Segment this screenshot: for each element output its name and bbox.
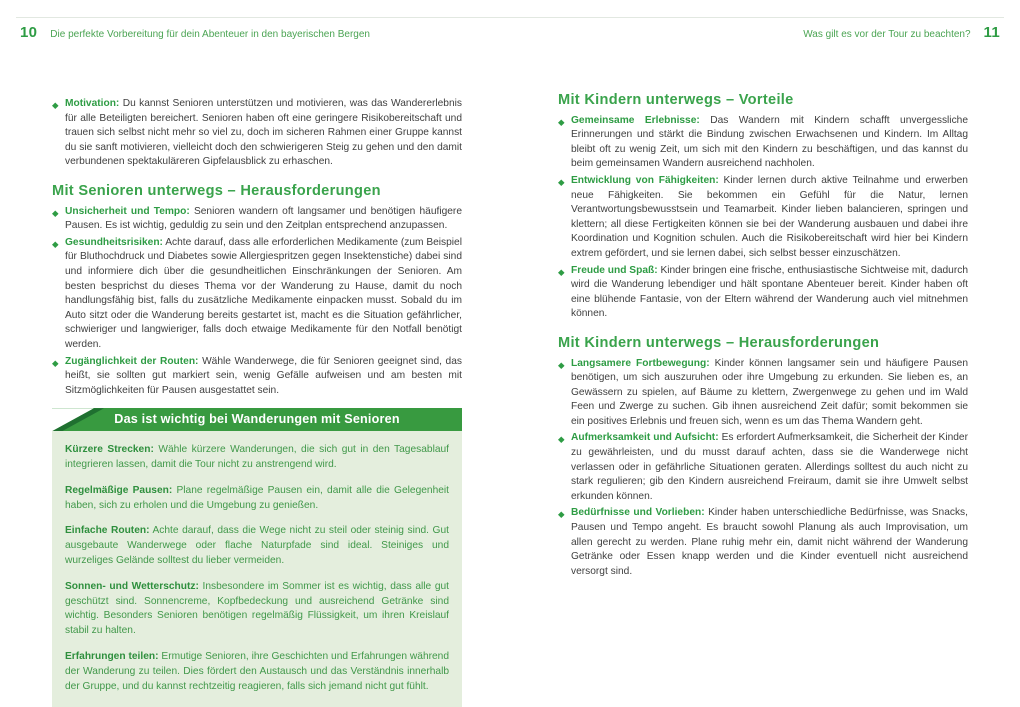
info-box-item-einfache-routen xyxy=(65,524,449,568)
diamond-bullet-icon: ◆ xyxy=(558,509,565,520)
running-title-right: Was gilt es vor der Tour zu beachten? xyxy=(803,29,971,40)
bullet-item-aufmerksamkeit-aufsicht xyxy=(558,431,968,504)
section-heading-kinder-vorteile: Mit Kindern unterwegs – Vorteile xyxy=(558,92,794,108)
diamond-bullet-icon: ◆ xyxy=(558,266,565,277)
running-header-right xyxy=(803,24,1000,41)
bullet-item-unsicherheit-tempo xyxy=(52,205,462,234)
info-box-body xyxy=(52,431,462,707)
bullet-label: Unsicherheit und Tempo: xyxy=(65,205,190,217)
top-rule xyxy=(16,17,1004,18)
diamond-bullet-icon: ◆ xyxy=(52,357,59,368)
info-box-item-label: Kürzere Strecken: xyxy=(65,444,154,456)
bullet-text: Achte darauf, dass alle erforderlichen Medikamente (zum Beispiel für Bluthochdruck und Diabetes sowie Allergiespritzen gegen Insektenstiche) dabei sind und informiere dich über die gesundheitlichen Einschränkungen der Senioren. Am besten besprichst du dieses Thema vor der Wanderung zu Hause, damit du noch handlungsfähig bist, falls du zusätzliche Medikamente einpacken musst. Sobald du im Auto sitzt oder die Wanderung bereits gestartet ist, macht es die Situation gefährlicher, schwieriger und langwieriger, falls doch etwaige Medikamente für den Notfall benötigt werden. xyxy=(65,236,462,350)
bullet-item-langsamere-fortbewegung xyxy=(558,357,968,430)
bullet-text: Kinder bringen eine frische, enthusiastische Sichtweise mit, dadurch wird die Wanderung lebendiger und hält spontane Abenteuer bereit. Kinder haben oft eine blühende Fantasie, von der Eltern während der Wanderung auch viel mitnehmen können. xyxy=(571,264,968,320)
running-header-left xyxy=(20,24,370,41)
diamond-bullet-icon: ◆ xyxy=(558,359,565,370)
info-box-title: Das ist wichtig bei Wanderungen mit Senioren xyxy=(114,412,400,427)
page-number-left: 10 xyxy=(20,24,38,41)
bullet-item-freude-spass xyxy=(558,264,968,322)
diamond-bullet-icon: ◆ xyxy=(558,116,565,127)
bullet-text: Kinder haben unterschiedliche Bedürfnisse, was Snacks, Pausen und Tempo angeht. Es braucht sowohl Planung als auch Improvisation, um allen gerecht zu werden. Plane ruhig mehr ein, damit nicht während der Wanderung Getränke oder Essen knapp werden und die Kinder eventuell nicht ausreichend versorgt sind. xyxy=(571,507,968,577)
bullet-item-motivation xyxy=(52,97,462,170)
bullet-text: Kinder können langsamer sein und häufigere Pausen benötigen, um sich auszuruhen oder ihre Umgebung zu erkunden. Sie lieben es, an Gewässern zu spielen, auf Bäume zu klettern, Zwergenwege zu gehen und im Wald Feen und Zwerge zu suchen. Gib ihnen ausreichend Zeit dafür; somit bekommen sie ein positives Erlebnis und freuen sich, wenn es um das Thema Wandern geht. xyxy=(571,357,968,427)
bullet-item-zugaenglichkeit-routen xyxy=(52,355,462,399)
info-box-item-kuerzere-strecken xyxy=(65,443,449,473)
running-title-left: Die perfekte Vorbereitung für dein Abenteuer in den bayerischen Bergen xyxy=(50,29,370,40)
bullet-text: Wähle Wanderwege, die für Senioren geeignet sind, das heißt, sie sollten gut markiert sein, wenig Gefälle aufweisen und am besten mit Sitzmöglichkeiten für Pausen ausgestattet sein. xyxy=(65,355,462,396)
bullet-text: Kinder lernen durch aktive Teilnahme und erwerben neue Fähigkeiten. Sie bekommen ein Gefühl für die Natur, lernen Verantwortungsbewusstsein und Teamarbeit. Kinder lieben balancieren, springen und klettern; all diese Fertigkeiten können sie bei der Wanderung ausbauen und dabei ihre Koordination und Kognition schulen. Auch die Risikobereitschaft wird hier bei Kindern extrem gefördert, und sie lernen dabei, sich selbst besser einzuschätzen. xyxy=(571,174,968,259)
bullet-label: Freude und Spaß: xyxy=(571,264,658,276)
bullet-label: Gemeinsame Erlebnisse: xyxy=(571,114,700,126)
bullet-item-gemeinsame-erlebnisse xyxy=(558,114,968,172)
page-left-content xyxy=(52,97,462,707)
info-box-item-text: Wähle kürzere Wanderungen, die sich gut in den Tagesablauf integrieren lassen, damit die Tour nicht zu anstrengend wird. xyxy=(65,444,449,471)
bullet-text: Das Wandern mit Kindern schafft unvergessliche Erinnerungen und stärkt die Bindung zwischen Erwachsenen und Kindern. Im Alltag bleibt oft zu wenig Zeit, um sich mit den Kindern zu beschäftigen, und das kannst du beim gemeinsamen Wandern ausreichend nachholen. xyxy=(571,114,968,170)
bullet-text: Es erfordert Aufmerksamkeit, die Sicherheit der Kinder zu gewährleisten, und du musst darauf achten, dass sie die Wanderwege nicht verlassen oder in gefährliche Situationen geraten. Allerdings solltest du auch nicht zu stark regulieren; gib den Kindern ausreichend Freiraum, damit sie ihre Umwelt selbst erkunden können. xyxy=(571,432,968,502)
bullet-text: Senioren wandern oft langsamer und benötigen häufigere Pausen. Es ist wichtig, geduldig zu sein und den Zeitplan entsprechend anzupassen. xyxy=(65,205,462,232)
bullet-label: Langsamere Fortbewegung: xyxy=(571,357,710,369)
info-box-item-label: Regelmäßige Pausen: xyxy=(65,484,173,496)
info-box-item-text: Ermutige Senioren, ihre Geschichten und Erfahrungen während der Wanderung zu teilen. Dies fördert den Austausch und das Verständnis innerhalb der Gruppe, und du kannst rechtzeitig reagieren, falls sich jemand nicht gut fühlt. xyxy=(65,651,449,692)
section-heading-senioren-herausforderungen: Mit Senioren unterwegs – Herausforderungen xyxy=(52,182,381,199)
diamond-bullet-icon: ◆ xyxy=(52,100,59,110)
bullet-label: Zugänglichkeit der Routen: xyxy=(65,355,199,367)
bullet-label: Bedürfnisse und Vorlieben: xyxy=(571,507,705,519)
section-heading-kinder-herausforderungen: Mit Kindern unterwegs – Herausforderungen xyxy=(558,334,880,351)
info-box-item-erfahrungen-teilen xyxy=(65,650,449,694)
page-number-right: 11 xyxy=(983,24,1000,41)
bullet-item-beduerfnisse-vorlieben xyxy=(558,506,968,579)
senioren-info-box xyxy=(52,408,462,707)
info-box-item-text: Achte darauf, dass die Wege nicht zu steil oder steinig sind. Gut ausgebaute Wanderwege oder flache Naturpfade sind ideal. Steiniges und wurzeliges Gelände solltest du lieber vermeiden. xyxy=(65,525,449,567)
info-box-item-text: Plane regelmäßige Pausen ein, damit alle die Gelegenheit haben, sich zu erholen und die Umgebung zu genießen. xyxy=(65,484,449,511)
info-box-item-text: Insbesondere im Sommer ist es wichtig, dass alle gut geschützt sind. Sonnencreme, Kopfbedeckung und ausreichend Getränke sind wichtig. Besonders Senioren benötigen regelmäßig Flüssigkeit, um ihren Kreislauf stabil zu halten. xyxy=(65,580,449,637)
bullet-label: Gesundheitsrisiken: xyxy=(65,236,163,248)
info-box-banner xyxy=(52,408,462,431)
info-box-item-label: Sonnen- und Wetterschutz: xyxy=(65,580,199,592)
info-box-item-regelmaessige-pausen xyxy=(65,484,449,514)
diamond-bullet-icon: ◆ xyxy=(558,176,565,187)
diamond-bullet-icon: ◆ xyxy=(558,434,565,445)
page-right-content xyxy=(558,93,968,581)
bullet-label: Motivation: xyxy=(65,98,120,109)
diamond-bullet-icon: ◆ xyxy=(52,238,59,249)
info-box-item-label: Erfahrungen teilen: xyxy=(65,651,159,663)
info-box-item-sonnen-wetterschutz xyxy=(65,580,449,639)
bullet-item-entwicklung-faehigkeiten xyxy=(558,174,968,262)
bullet-item-gesundheitsrisiken xyxy=(52,236,462,353)
bullet-label: Aufmerksamkeit und Aufsicht: xyxy=(571,432,719,444)
bullet-label: Entwicklung von Fähigkeiten: xyxy=(571,174,719,186)
bullet-text: Du kannst Senioren unterstützen und motivieren, was das Wandererlebnis für alle Beteiligten bereichert. Senioren haben oft eine geringere Risikobereitschaft und trauen sich selbst nicht mehr so viel zu, doch im sicheren Rahmen einer Gruppe kannst du sie sanft motivieren, vielleicht doch den schwierigeren Steig zu gehen und den damit verbundenen spektakuläreren Gipfelausblick zu erhaschen. xyxy=(65,98,462,168)
diamond-bullet-icon: ◆ xyxy=(52,207,59,218)
info-box-item-label: Einfache Routen: xyxy=(65,525,150,537)
